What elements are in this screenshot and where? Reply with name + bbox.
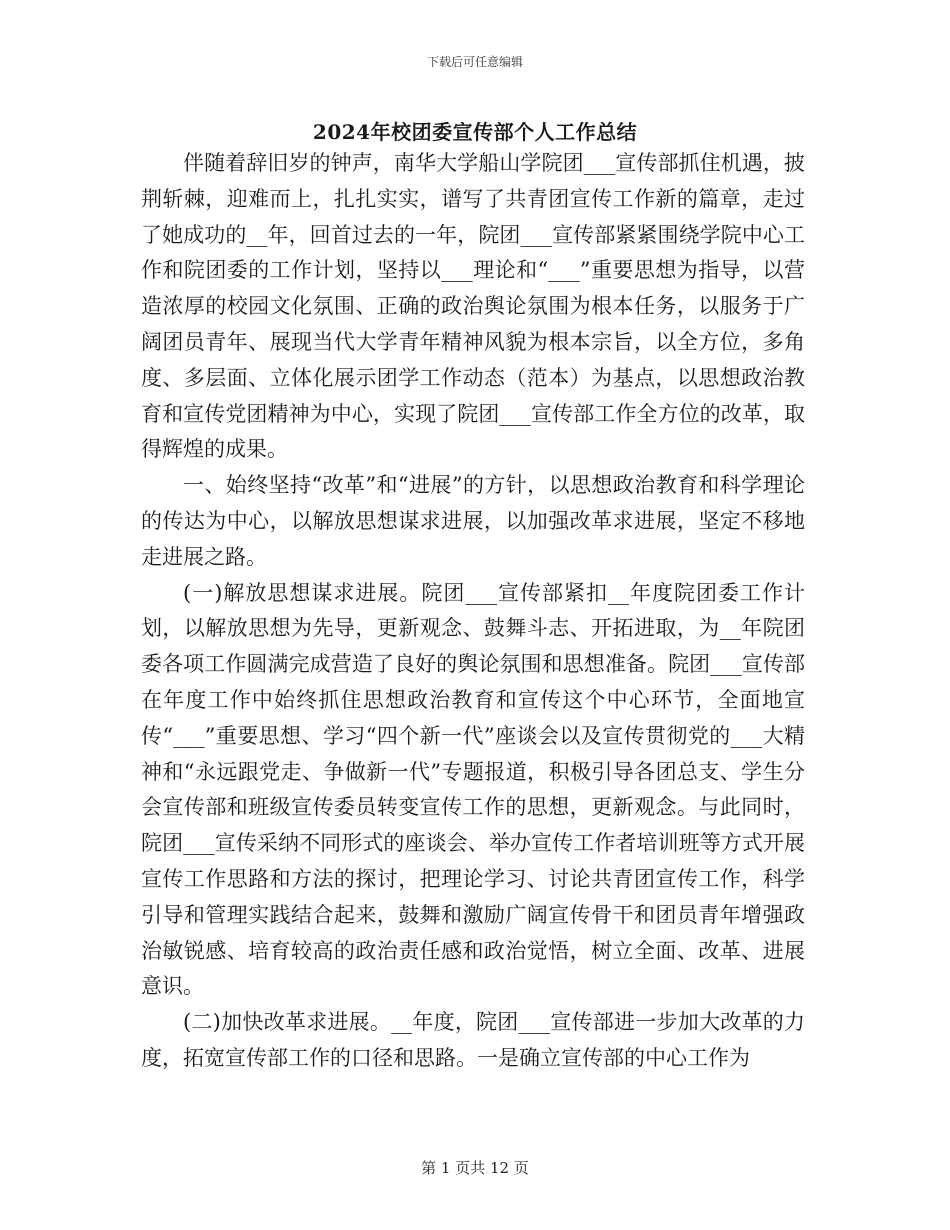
paragraph-section-one: 一、始终坚持“改革”和“进展”的方针，以思想政治教育和科学理论的传达为中心，以解放思想谋求进展，以加强改革求进展，坚定不移地走进展之路。 (141, 473, 805, 569)
paragraph-intro: 伴随着辞旧岁的钟声，南华大学船山学院团___宣传部抓住机遇，披荆斩棘，迎难而上，扎扎实实，谱写了共青团宣传工作新的篇章，走过了她成功的__年，回首过去的一年，院团___宣传部紧紧围绕学院中心工作和院团委的工作计划，坚持以___理论和“___”重要思想为指导，以营造浓厚的校园文化氛围、正确的政治舆论氛围为根本任务，以服务于广阔团员青年、展现当代大学青年精神风貌为根本宗旨，以全方位，多角度、多层面、立体化展示团学工作动态（范本）为基点，以思想政治教育和宣传党团精神为中心，实现了院团___宣传部工作全方位的改革，取得辉煌的成果。 (141, 151, 805, 462)
paragraph-subsection-one: (一)解放思想谋求进展。院团___宣传部紧扣__年度院团委工作计划，以解放思想为先导，更新观念、鼓舞斗志、开拓进取，为__年院团委各项工作圆满完成营造了良好的舆论氛围和思想准备。院团___宣传部在年度工作中始终抓住思想政治教育和宣传这个中心环节，全面地宣传“___”重要思想、学习“四个新一代”座谈会以及宣传贯彻党的___大精神和“永远跟党走、争做新一代”专题报道，积极引导各团总支、学生分会宣传部和班级宣传委员转变宣传工作的思想，更新观念。与此同时，院团___宣传采纳不同形式的座谈会、举办宣传工作者培训班等方式开展宣传工作思路和方法的探讨，把理论学习、讨论共青团宣传工作，科学引导和管理实践结合起来，鼓舞和激励广阔宣传骨干和团员青年增强政治敏锐感、培育较高的政治责任感和政治觉悟，树立全面、改革、进展意识。 (141, 580, 805, 999)
page-number: 第 1 页共 12 页 (421, 1159, 529, 1177)
paragraph-subsection-two: (二)加快改革求进展。__年度，院团___宣传部进一步加大改革的力度，拓宽宣传部工作的口径和思路。一是确立宣传部的中心工作为 (141, 1010, 805, 1070)
document-body (141, 146, 805, 1077)
document-title: 2024年校团委宣传部个人工作总结 (312, 120, 638, 144)
download-note: 下载后可任意编辑 (426, 55, 523, 69)
